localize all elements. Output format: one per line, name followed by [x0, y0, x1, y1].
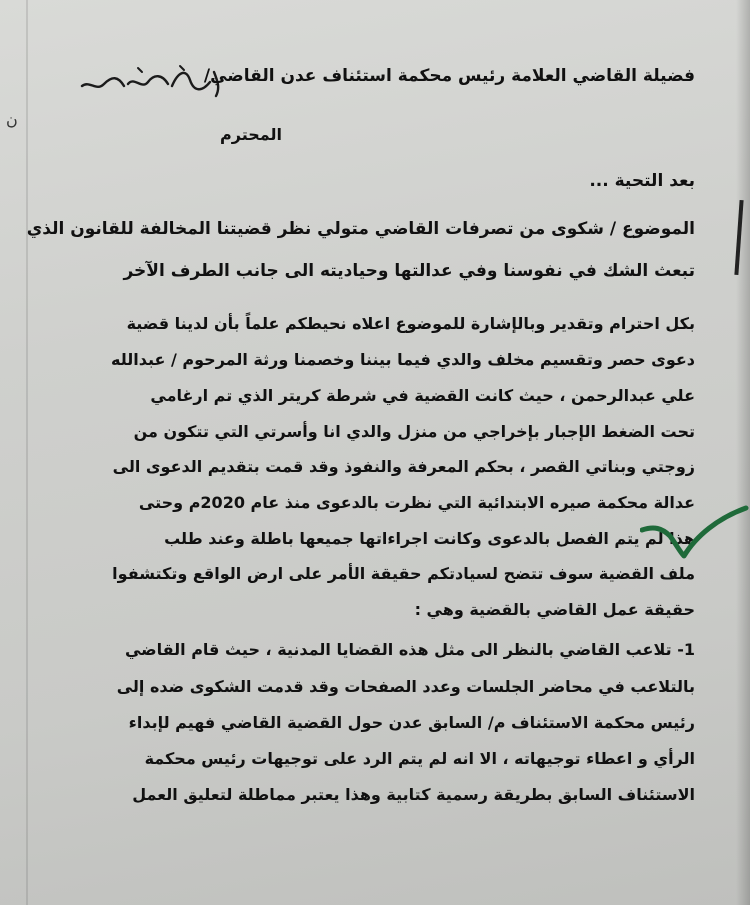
body-line: الرأي و اعطاء توجيهاته ، الا انه لم يتم الرد على توجيهات رئيس محكمة — [144, 749, 695, 768]
body-line: بالتلاعب في محاضر الجلسات وعدد الصفحات وقد قدمت الشكوى ضده إلى — [116, 677, 695, 696]
body-line: رئيس محكمة الاستئناف م/ السابق عدن حول القضية القاضي فهيم لإبداء — [128, 713, 695, 732]
body-line: هذا لم يتم الفصل بالدعوى وكانت اجراءاتها جميعها باطلة وعند طلب — [164, 529, 695, 548]
subject-line-1: الموضوع / شكوى من تصرفات القاضي متولي نظر قضيتنا المخالفة للقانون الذي — [26, 219, 695, 239]
body-line: بكل احترام وتقدير وبالإشارة للموضوع اعلاه نحيطكم علماً بأن لدينا قضية — [126, 314, 695, 333]
body-line: عدالة محكمة صيره الابتدائية التي نظرت بالدعوى منذ عام 2020م وحتى — [138, 493, 695, 512]
addressee-line: فضيلة القاضي العلامة رئيس محكمة استئناف عدن القاضي/ — [203, 66, 695, 86]
margin-mark: ن — [6, 110, 18, 129]
body-line: حقيقة عمل القاضي بالقضية وهي : — [414, 600, 695, 619]
body-line: الاستئناف السابق بطريقة رسمية كتابية وهذا يعتبر مماطلة لتعليق العمل — [132, 785, 695, 804]
body-line: 1- تلاعب القاضي بالنظر الى مثل هذه القضايا المدنية ، حيث قام القاضي — [124, 640, 695, 659]
honorific: المحترم — [220, 125, 282, 144]
subject-line-2: تبعث الشك في نفوسنا وفي عدالتها وحياديته الى جانب الطرف الآخر — [123, 261, 695, 281]
body-line: دعوى حصر وتقسيم مخلف والدي فيما بيننا وخصمنا ورثة المرحوم / عبدالله — [110, 350, 695, 369]
body-line: زوجتي وبناتي القصر ، بحكم المعرفة والنفوذ وقد قمت بتقديم الدعوى الى — [112, 457, 695, 476]
page-fold-line — [26, 0, 28, 905]
page-edge-shadow — [736, 0, 750, 905]
green-check-mark — [640, 500, 750, 560]
body-line: تحت الضغط الإجبار بإخراجي من منزل والدي انا وأسرتي التي تتكون من — [133, 422, 695, 441]
greeting: بعد التحية ... — [589, 171, 695, 191]
body-line: علي عبدالرحمن ، حيث كانت القضية في شرطة كريتر الذي تم ارغامي — [150, 386, 695, 405]
body-line: ملف القضية سوف تتضح لسيادتكم حقيقة الأمر على ارض الواقع وتكتشفوا — [112, 564, 695, 583]
